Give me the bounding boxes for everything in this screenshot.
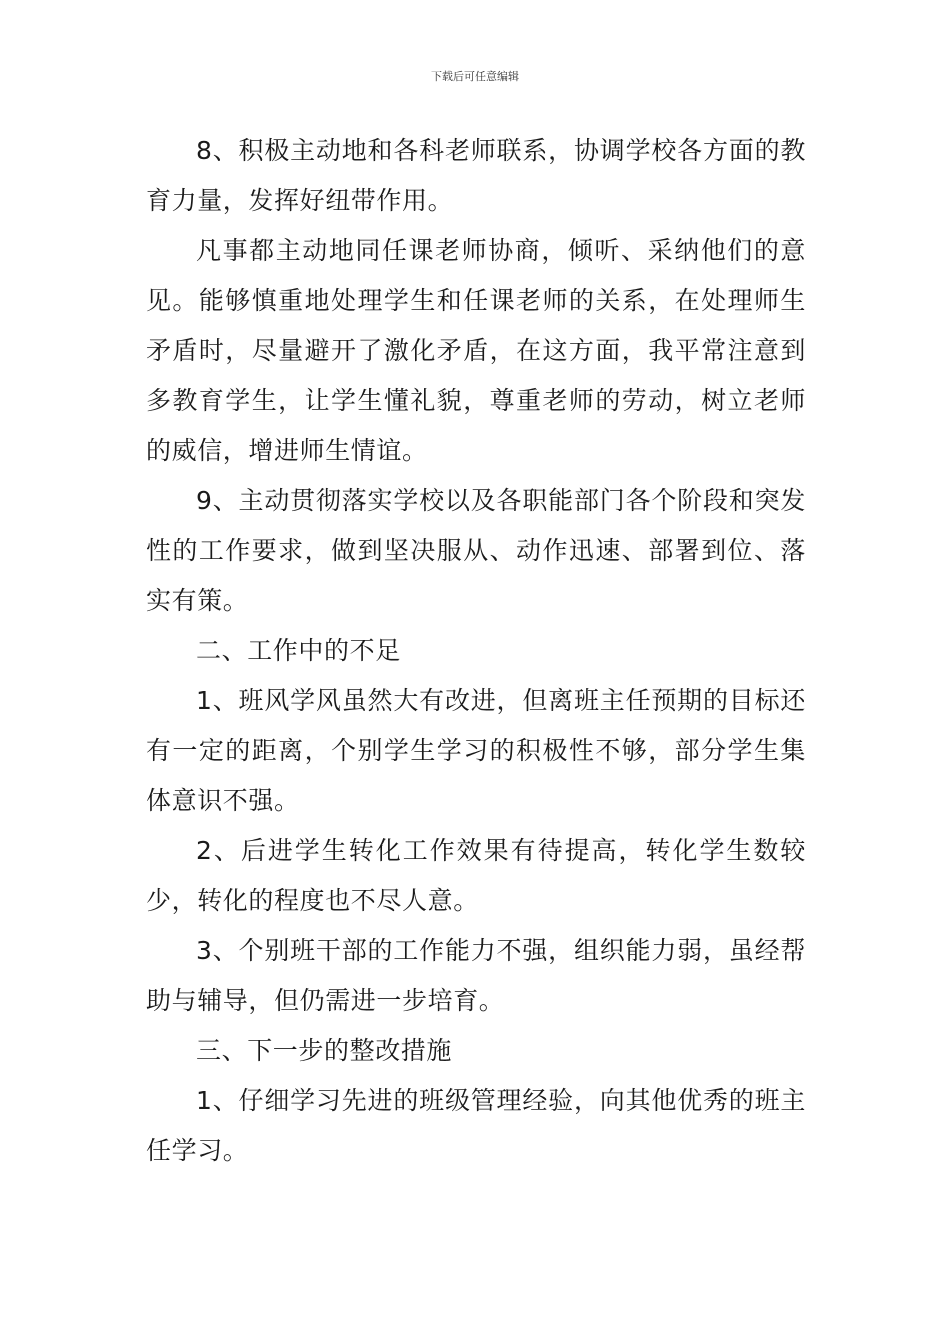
paragraph-item-9: 9、主动贯彻落实学校以及各职能部门各个阶段和突发性的工作要求，做到坚决服从、动作迅速、部署到位、落实有策。: [146, 486, 806, 615]
paragraph-shortcoming-3: 3、个别班干部的工作能力不强，组织能力弱，虽经帮助与辅导，但仍需进一步培育。: [146, 936, 806, 1015]
paragraph-item-8: 8、积极主动地和各科老师联系，协调学校各方面的教育力量，发挥好纽带作用。: [146, 136, 806, 215]
paragraph-improvement-1: 1、仔细学习先进的班级管理经验，向其他优秀的班主任学习。: [146, 1086, 806, 1165]
page-header: 下载后可任意编辑: [431, 70, 519, 83]
paragraph-teacher-coordination: 凡事都主动地同任课老师协商，倾听、采纳他们的意见。能够慎重地处理学生和任课老师的关系，在处理师生矛盾时，尽量避开了激化矛盾，在这方面，我平常注意到多教育学生，让学生懂礼貌，尊重老师的劳动，树立老师的威信，增进师生情谊。: [146, 236, 806, 465]
document-body: [146, 126, 806, 1176]
section-heading-shortcomings: 二、工作中的不足: [196, 636, 401, 665]
section-heading-improvements: 三、下一步的整改措施: [196, 1036, 453, 1065]
paragraph-shortcoming-1: 1、班风学风虽然大有改进，但离班主任预期的目标还有一定的距离，个别学生学习的积极性不够，部分学生集体意识不强。: [146, 686, 806, 815]
paragraph-shortcoming-2: 2、后进学生转化工作效果有待提高，转化学生数较少，转化的程度也不尽人意。: [146, 836, 806, 915]
